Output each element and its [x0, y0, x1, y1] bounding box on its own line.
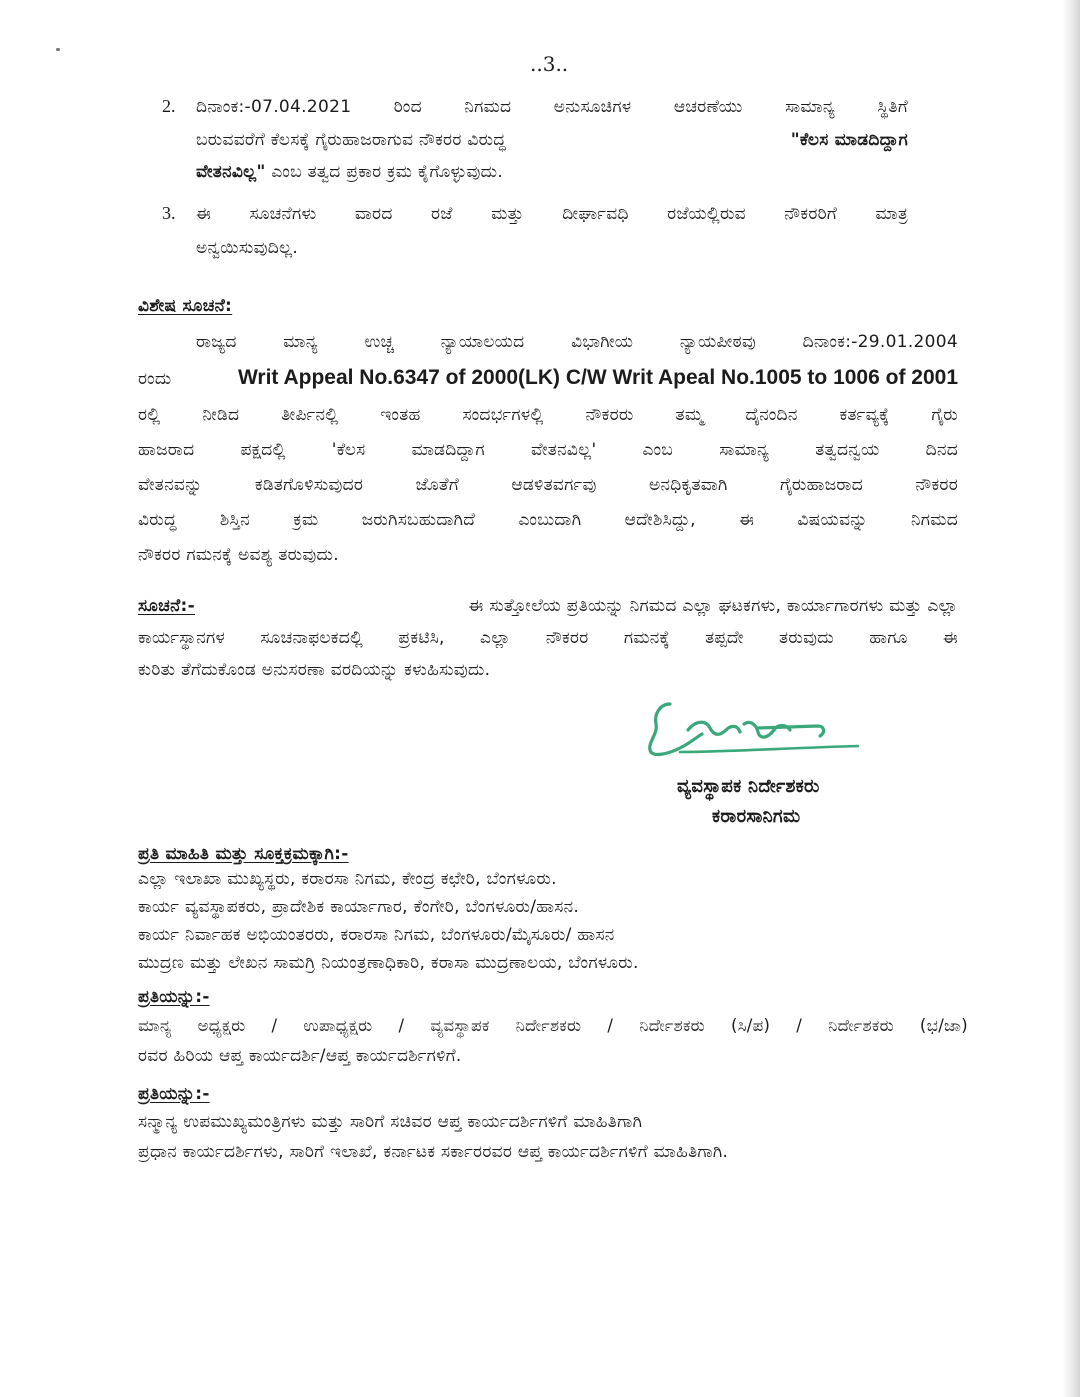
copy-info-line: ಮುದ್ರಣ ಮತ್ತು ಲೇಖನ ಸಾಮಗ್ರಿ ನಿಯಂತ್ರಣಾಧಿಕಾರಿ, ಕರಾಸಾ ಮುದ್ರಣಾಲಯ, ಬೆಂಗಳೂರು. — [138, 953, 639, 973]
item-2-bold-phrase: "ಕೆಲಸ ಮಾಡದಿದ್ದಾಗ — [790, 130, 908, 150]
special-note-line-3: ರಲ್ಲಿ ನೀಡಿದ ತೀರ್ಪಿನಲ್ಲಿ ಇಂತಹ ಸಂದರ್ಭಗಳಲ್ಲಿ ನೌಕರರು ತಮ್ಮ ದೈನಂದಿನ ಕರ್ತವ್ಯಕ್ಕೆ ಗೈರು — [138, 405, 958, 425]
scan-edge-shadow — [1062, 0, 1080, 1397]
instruction-text: ಈ ಸುತ್ತೋಲೆಯ ಪ್ರತಿಯನ್ನು ನಿಗಮದ ಎಲ್ಲಾ ಘಟಕಗಳು, ಕಾರ್ಯಾಗಾರಗಳು ಮತ್ತು ಎಲ್ಲಾ — [468, 596, 958, 616]
special-note-prefix: ರಂದು — [138, 369, 172, 389]
copy-to-line: ರವರ ಹಿರಿಯ ಆಪ್ತ ಕಾರ್ಯದರ್ಶಿ/ಆಪ್ತ ಕಾರ್ಯದರ್ಶಿಗಳಿಗೆ. — [138, 1046, 462, 1066]
item-number: 2. — [162, 96, 176, 116]
item-2-line-2 — [196, 130, 908, 150]
writ-appeal-reference: Writ Appeal No.6347 of 2000(LK) C/W Writ Apeal No.1005 to 1006 of 2001 — [237, 366, 958, 389]
special-note-line-2 — [138, 366, 958, 390]
signature-stroke — [650, 704, 702, 754]
copy-to-line: ಮಾನ್ಯ ಅಧ್ಯಕ್ಷರು / ಉಪಾಧ್ಯಕ್ಷರು / ವ್ಯವಸ್ಥಾಪಕ ನಿರ್ದೇಶಕರು / ನಿರ್ದೇಶಕರು (ಸಿ/ಪ) / ನಿರ್ದೇಶಕರು (ಭ/ಜಾ) — [138, 1016, 968, 1035]
item-3-line-2: ಅನ್ವಯಿಸುವುದಿಲ್ಲ. — [196, 238, 299, 258]
copy-to-line: ಸನ್ಮಾನ್ಯ ಉಪಮುಖ್ಯಮಂತ್ರಿಗಳು ಮತ್ತು ಸಾರಿಗೆ ಸಚಿವರ ಆಪ್ತ ಕಾರ್ಯದರ್ಶಿಗಳಿಗೆ ಮಾಹಿತಿಗಾಗಿ — [138, 1112, 643, 1132]
copy-info-line: ಎಲ್ಲಾ ಇಲಾಖಾ ಮುಖ್ಯಸ್ಥರು, ಕರಾರಸಾ ನಿಗಮ, ಕೇಂದ್ರ ಕಛೇರಿ, ಬೆಂಗಳೂರು. — [138, 869, 557, 889]
special-note-line-5: ವೇತನವನ್ನು ಕಡಿತಗೊಳಿಸುವುದರ ಜೊತೆಗೆ ಆಡಳಿತವರ್ಗವು ಅನಧಿಕೃತವಾಗಿ ಗೈರುಹಾಜರಾದ ನೌಕರರ — [138, 475, 958, 495]
handwritten-signature — [640, 690, 870, 770]
signature-stroke — [744, 722, 790, 737]
item-2-line-1: ದಿನಾಂಕ:-07.04.2021 ರಿಂದ ನಿಗಮದ ಅನುಸೂಚಿಗಳ ಆಚರಣೆಯು ಸಾಮಾನ್ಯ ಸ್ಥಿತಿಗೆ — [196, 97, 908, 117]
item-number: 3. — [162, 203, 176, 223]
item-2-line-2-text: ಬರುವವರೆಗೆ ಕೆಲಸಕ್ಕೆ ಗೈರುಹಾಜರಾಗುವ ನೌಕರರ ವಿರುದ್ಧ — [196, 130, 506, 150]
item-2-bold-word: ವೇತನವಿಲ್ಲ" — [196, 162, 266, 182]
special-note-heading: ವಿಶೇಷ ಸೂಚನೆ: — [138, 296, 233, 316]
copy-to-heading: ಪ್ರತಿಯನ್ನು:- — [138, 987, 210, 1007]
instruction-line-2: ಕಾರ್ಯಸ್ಥಾನಗಳ ಸೂಚನಾಫಲಕದಲ್ಲಿ ಪ್ರಕಟಿಸಿ, ಎಲ್ಲಾ ನೌಕರರ ಗಮನಕ್ಕೆ ತಪ್ಪದೇ ತರುವುದು ಹಾಗೂ ಈ — [138, 628, 958, 648]
special-note-line-6: ವಿರುದ್ಧ ಶಿಸ್ತಿನ ಕ್ರಮ ಜರುಗಿಸಬಹುದಾಗಿದೆ ಎಂಬುದಾಗಿ ಆದೇಶಿಸಿದ್ದು, ಈ ವಿಷಯವನ್ನು ನಿಗಮದ — [138, 510, 958, 530]
copy-to-line: ಪ್ರಧಾನ ಕಾರ್ಯದರ್ಶಿಗಳು, ಸಾರಿಗೆ ಇಲಾಖೆ, ಕರ್ನಾಟಕ ಸರ್ಕಾರರವರ ಆಪ್ತ ಕಾರ್ಯದರ್ಶಿಗಳಿಗೆ ಮಾಹಿತಿಗಾಗಿ. — [138, 1142, 729, 1162]
special-note-line-1: ರಾಜ್ಯದ ಮಾನ್ಯ ಉಚ್ಚ ನ್ಯಾಯಾಲಯದ ವಿಭಾಗೀಯ ನ್ಯಾಯಪೀಠವು ದಿನಾಂಕ:-29.01.2004 — [196, 332, 958, 352]
signature-stroke — [688, 722, 740, 734]
copy-info-line: ಕಾರ್ಯ ನಿರ್ವಾಹಕ ಅಭಿಯಂತರರು, ಕರಾರಸಾ ನಿಗಮ, ಬೆಂಗಳೂರು/ಮೈಸೂರು/ ಹಾಸನ — [138, 925, 615, 945]
item-2-line-3 — [196, 162, 503, 182]
instruction-line-3: ಕುರಿತು ತೆಗೆದುಕೊಂಡ ಅನುಸರಣಾ ವರದಿಯನ್ನು ಕಳುಹಿಸುವುದು. — [138, 660, 491, 680]
item-2-line-3-text: ಎಂಬ ತತ್ವದ ಪ್ರಕಾರ ಕ್ರಮ ಕೈಗೊಳ್ಳುವುದು. — [271, 162, 504, 182]
signatory-organization: ಕರಾರಸಾನಿಗಮ — [712, 806, 801, 827]
copy-info-line: ಕಾರ್ಯ ವ್ಯವಸ್ಥಾಪಕರು, ಪ್ರಾದೇಶಿಕ ಕಾರ್ಯಾಗಾರ, ಕೆಂಗೇರಿ, ಬೆಂಗಳೂರು/ಹಾಸನ. — [138, 897, 580, 917]
page-number: ..3.. — [530, 52, 569, 76]
instruction-label: ಸೂಚನೆ:- — [138, 596, 195, 616]
special-note-line-7: ನೌಕರರ ಗಮನಕ್ಕೆ ಅವಶ್ಯ ತರುವುದು. — [138, 545, 339, 565]
instruction-line-1 — [138, 596, 958, 616]
signatory-title: ವ್ಯವಸ್ಥಾಪಕ ನಿರ್ದೇಶಕರು — [677, 776, 820, 797]
special-note-line-4: ಹಾಜರಾದ ಪಕ್ಷದಲ್ಲಿ 'ಕೆಲಸ ಮಾಡದಿದ್ದಾಗ ವೇತನವಿಲ್ಲ' ಎಂಬ ಸಾಮಾನ್ಯ ತತ್ವದನ್ವಯ ದಿನದ — [138, 440, 958, 460]
copy-info-heading: ಪ್ರತಿ ಮಾಹಿತಿ ಮತ್ತು ಸೂಕ್ತಕ್ರಮಕ್ಕಾಗಿ:- — [138, 844, 349, 864]
scan-speck — [56, 48, 60, 51]
signature-underline — [680, 746, 858, 752]
copy-to-heading: ಪ್ರತಿಯನ್ನು:- — [138, 1084, 210, 1104]
item-3-line-1: ಈ ಸೂಚನೆಗಳು ವಾರದ ರಜೆ ಮತ್ತು ದೀರ್ಘಾವಧಿ ರಜೆಯಲ್ಲಿರುವ ನೌಕರರಿಗೆ ಮಾತ್ರ — [196, 204, 908, 224]
